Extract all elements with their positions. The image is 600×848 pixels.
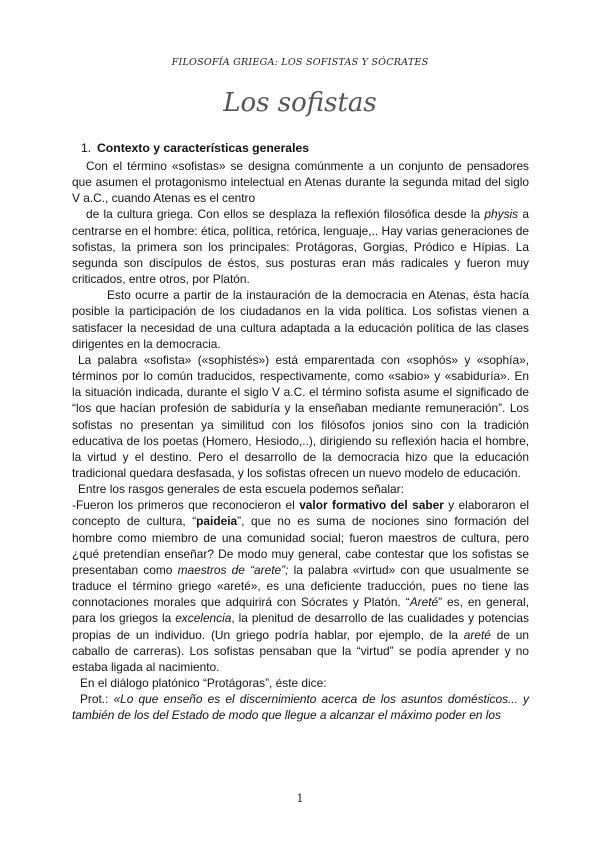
paragraph-6: -Fueron los primeros que reconocieron el valor formativo del saber y elaboraron el concepto de cultura, “paideia”, que no es suma de nociones sino formación del hombre como miembro de una comunidad social; fueron maestros de cultura, pero ¿qué pretendían enseñar? De modo muy general, cabe contestar que los sofistas se presentaban como maestros de “arete”; la palabra «virtud» con que usualmente se traduce el término griego «areté», es una deficiente traducción, pues no tiene las connotaciones morales que adquirirá con Sócrates y Platón. “Areté” es, en general, para los griegos la excelencia, la plenitud de desarrollo de las cualidades y potencias propias de un individuo. (Un griego podría hablar, por ejemplo, de la areté de un caballo de carreras). Los sofistas pensaban que la “virtud” se podía aprender y no estaba ligada al nacimiento.	[72, 498, 530, 674]
body-text	[72, 158, 529, 723]
paragraph-1: Con el término «sofistas» se designa comúnmente a un conjunto de pensadores que asumen el protagonismo intelectual en Atenas durante la segunda mitad del siglo V a.C., cuando Atenas es el centro	[72, 159, 529, 206]
running-header: FILOSOFÍA GRIEGA: LOS SOFISTAS Y SÓCRATES	[171, 57, 429, 68]
paragraph-8: Prot.: «Lo que enseño es el discernimiento acerca de los asuntos domésticos... y también de los del Estado de modo que llegue a alcanzar el máximo poder en los	[72, 692, 530, 723]
paragraph-4: La palabra «sofista» («sophistés») está emparentada con «sophós» y «sophía», términos por lo común traducidos, respectivamente, como «sabio» y «sabiduría». En la situación indicada, durante el siglo V a.C. el término sofista asume el significado de “los que hacían profesión de sabiduría y la enseñaban mediante remuneración”. Los sofistas no presentan ya similitud con los filósofos jonios sino con la tradición educativa de los poetas (Homero, Hesiodo,..), dirigiendo su reflexión hacia el hombre, la virtud y el destino. Pero el desarrollo de la democracia hizo que la educación tradicional quedara desfasada, y los sofistas ofrecen un nuevo modelo de educación.	[72, 352, 529, 480]
page-title: Los sofistas	[223, 88, 377, 118]
paragraph-7: En el diálogo platónico “Protágoras”, éste dice:	[80, 676, 327, 690]
section-heading	[81, 141, 309, 155]
section-title: Contexto y características generales	[97, 141, 310, 155]
section-number: 1.	[81, 141, 92, 155]
paragraph-2: de la cultura griega. Con ellos se desplaza la reflexión filosófica desde la physis a centrarse en el hombre: ética, política, retórica, lenguaje,.. Hay varias generaciones de sofistas, la primera son los principales: Protágoras, Gorgias, Pródico e Hípias. La segunda son discípulos de éstos, sus posturas eran más radicales y fueron muy criticados, entre otros, por Platón.	[72, 207, 529, 287]
paragraph-3: Esto ocurre a partir de la instauración de la democracia en Atenas, ésta hacía posible la participación de los ciudadanos en la vida política. Los sofistas vienen a satisfacer la necesidad de una cultura adaptada a la educación política de las clases dirigentes en la democracia.	[72, 288, 529, 351]
paragraph-5: Entre los rasgos generales de esta escuela podemos señalar:	[78, 482, 404, 497]
page-number: 1	[296, 792, 304, 805]
